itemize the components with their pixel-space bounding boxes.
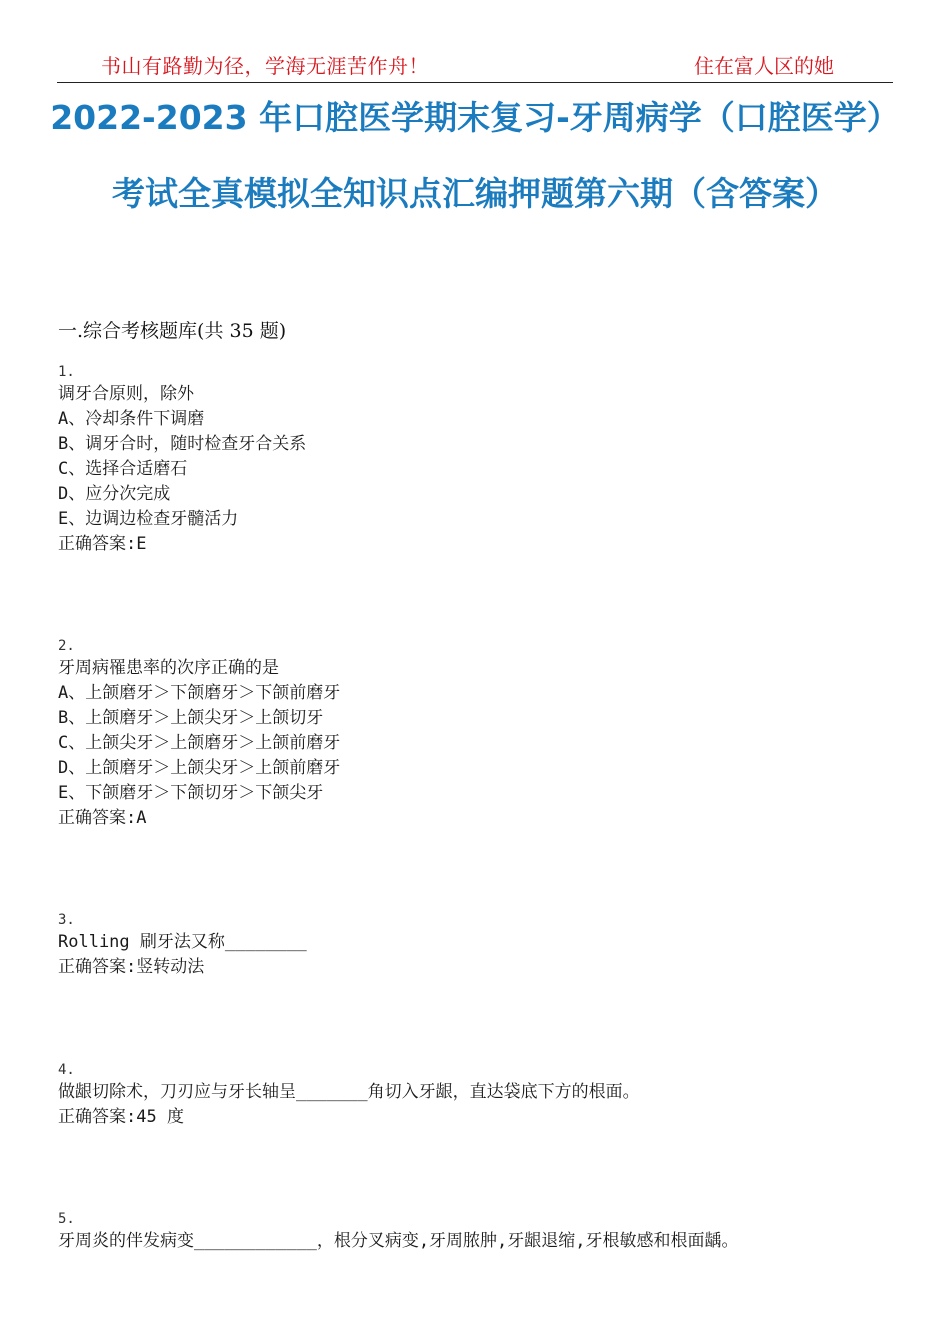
answer: 正确答案:竖转动法 [58,957,205,977]
answer: 正确答案:A [58,808,147,828]
header-left-motto: 书山有路勤为径，学海无涯苦作舟！ [101,54,429,78]
question-3 [58,912,908,980]
option-e: E、下颌磨牙＞下颌切牙＞下颌尖牙 [58,783,324,803]
question-number: 1. [58,364,75,380]
question-5 [58,1211,908,1254]
document-title: 2022-2023 年口腔医学期末复习-牙周病学（口腔医学）考试全真模拟全知识点汇编押题第六期（含答案） [50,98,900,213]
question-number: 2. [58,638,75,654]
section-heading: 一.综合考核题库(共 35 题) [58,320,287,342]
option-b: B、上颌磨牙＞上颌尖牙＞上颌切牙 [58,708,324,728]
question-4 [58,1062,908,1130]
question-2 [58,638,908,831]
option-a: A、上颌磨牙＞下颌磨牙＞下颌前磨牙 [58,683,341,703]
option-d: D、应分次完成 [58,484,171,504]
question-stem: 牙周病罹患率的次序正确的是 [58,658,279,678]
answer: 正确答案:E [58,534,147,554]
question-number: 4. [58,1062,75,1078]
answer: 正确答案:45 度 [58,1107,184,1127]
page-header [0,46,950,82]
question-1 [58,364,908,557]
question-stem: 牙周炎的伴发病变____________，根分叉病变,牙周脓肿,牙龈退缩,牙根敏感和根面龋。 [58,1231,739,1251]
option-e: E、边调边检查牙髓活力 [58,509,239,529]
question-number: 3. [58,912,75,928]
question-number: 5. [58,1211,75,1227]
option-b: B、调牙合时，随时检查牙合关系 [58,434,307,454]
option-a: A、冷却条件下调磨 [58,409,205,429]
question-stem: 做龈切除术，刀刃应与牙长轴呈_______角切入牙龈，直达袋底下方的根面。 [58,1082,640,1102]
option-c: C、选择合适磨石 [58,459,188,479]
option-c: C、上颌尖牙＞上颌磨牙＞上颌前磨牙 [58,733,341,753]
header-right-motto: 住在富人区的她 [694,54,834,78]
question-stem: 调牙合原则，除外 [58,384,194,404]
option-d: D、上颌磨牙＞上颌尖牙＞上颌前磨牙 [58,758,341,778]
question-stem: Rolling 刷牙法又称________ [58,932,307,952]
